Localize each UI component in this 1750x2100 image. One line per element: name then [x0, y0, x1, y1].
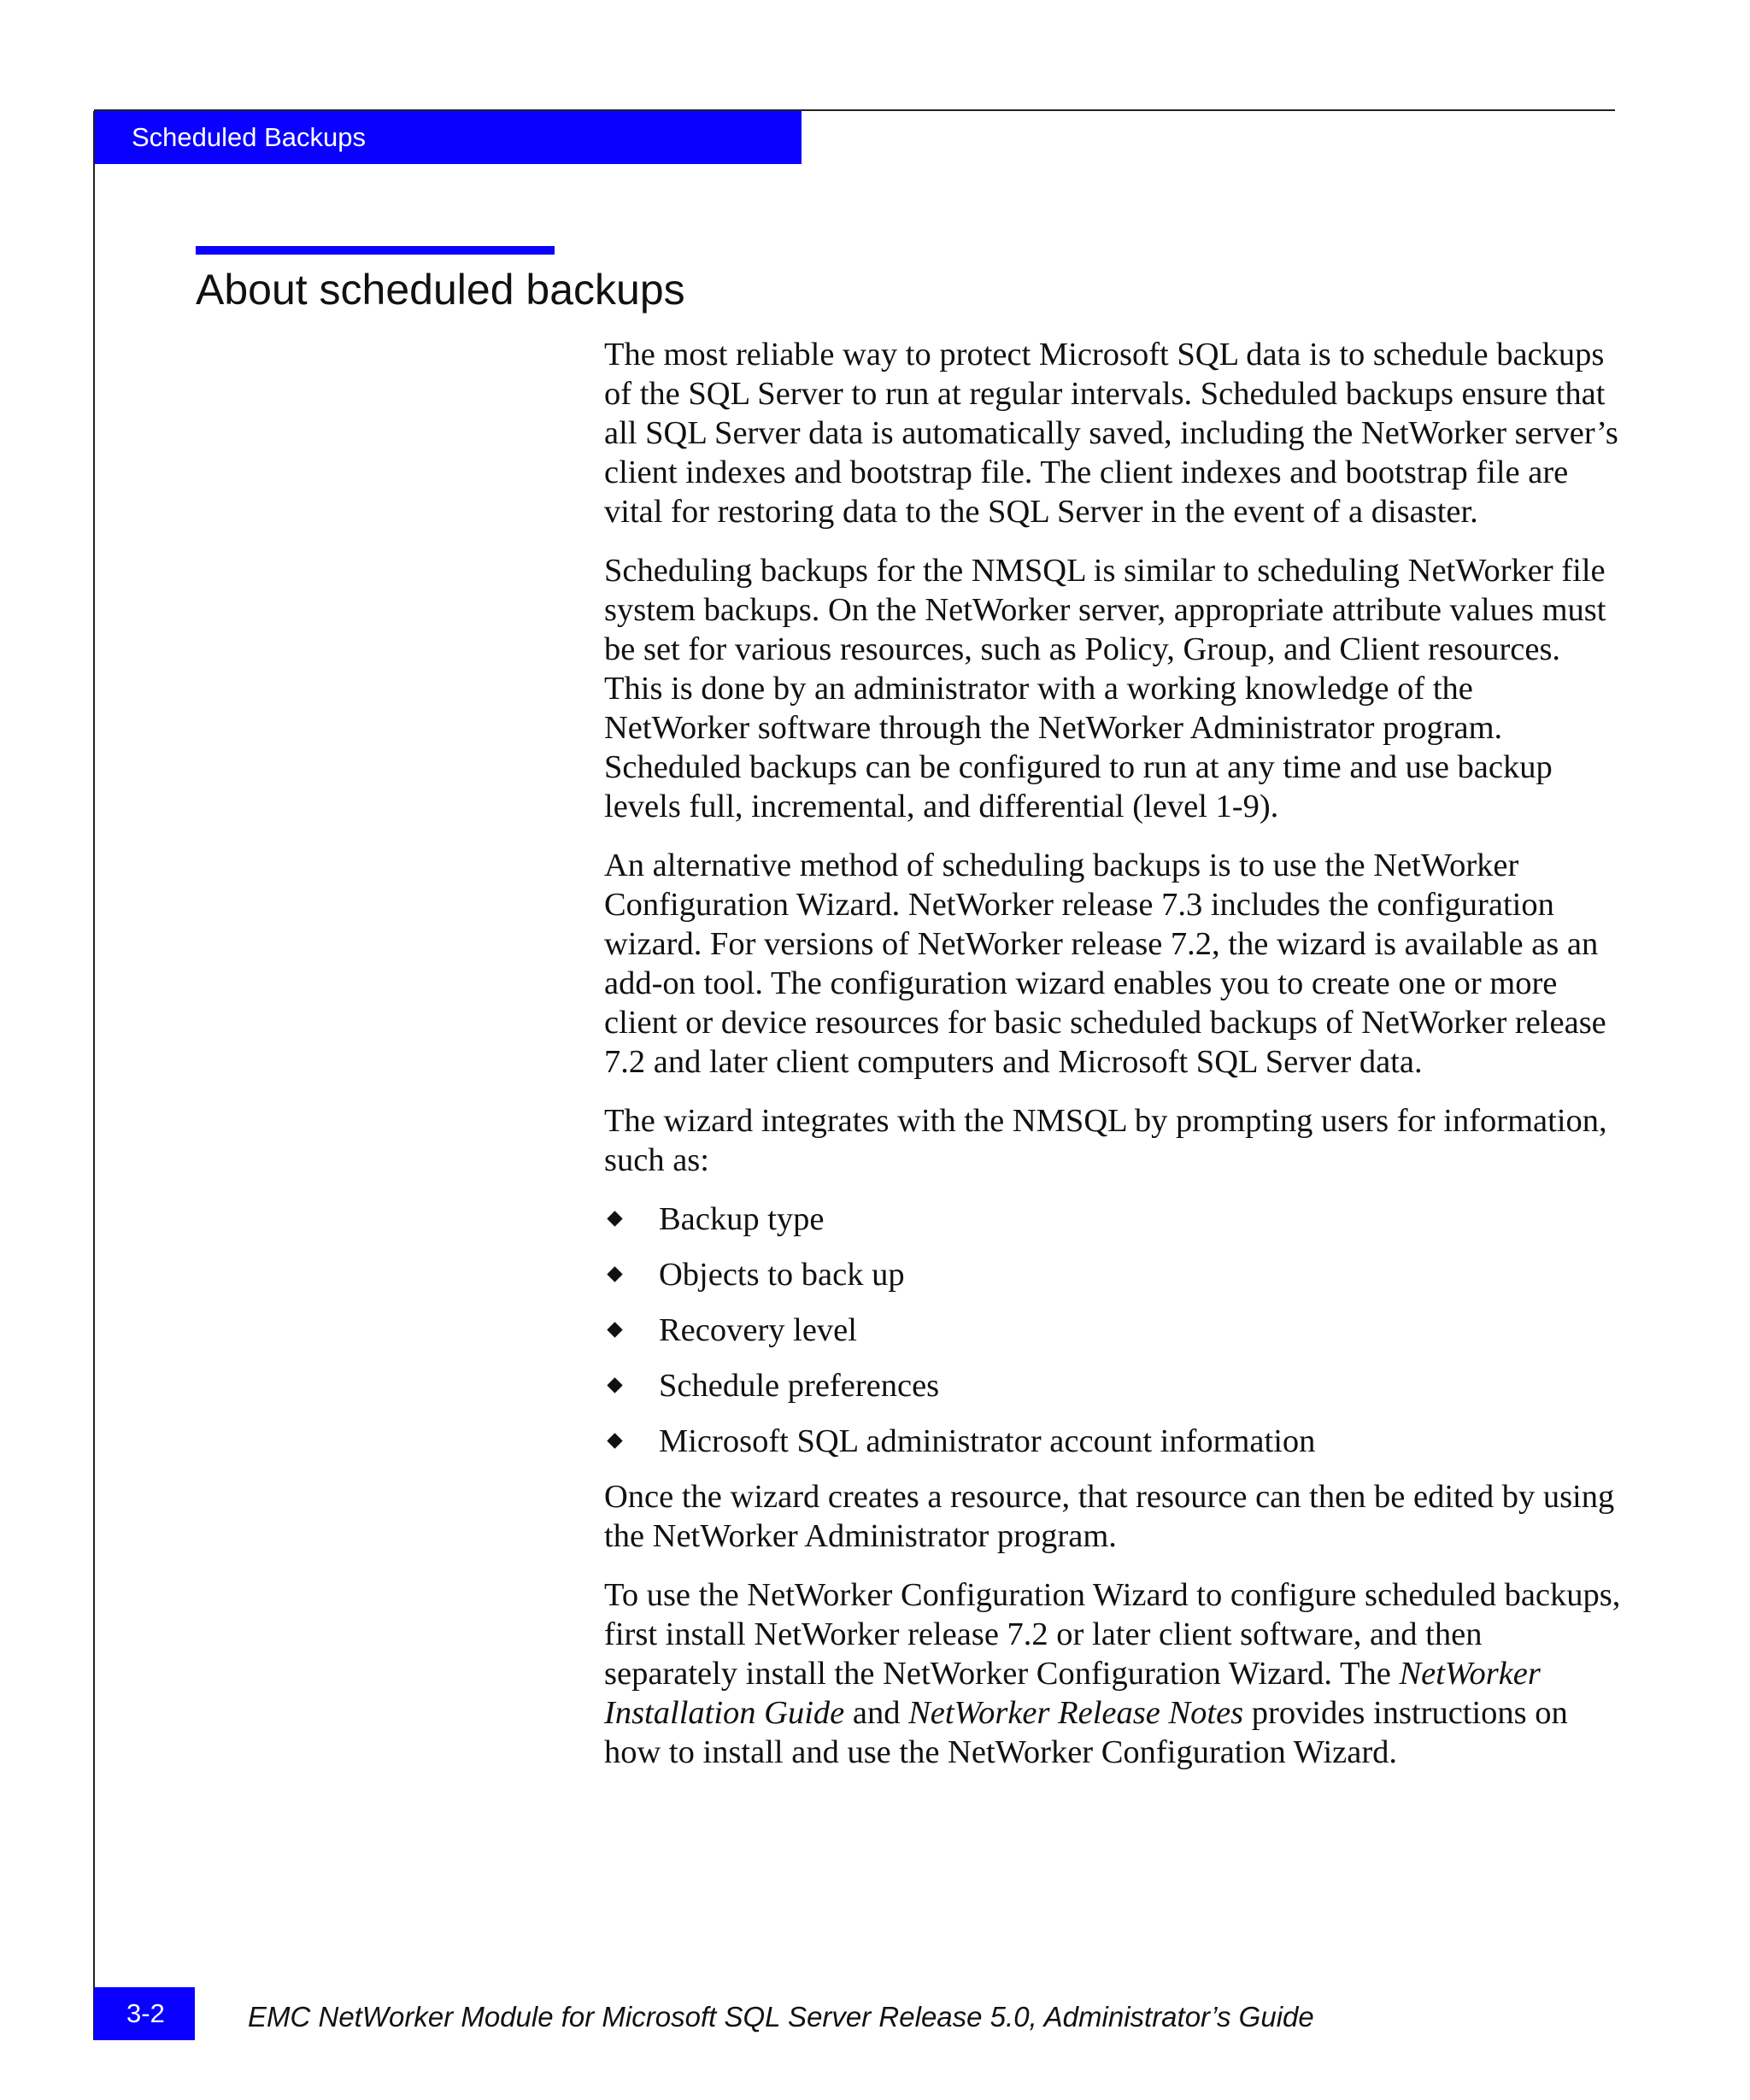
diamond-bullet-icon [607, 1377, 622, 1393]
list-item-text: Schedule preferences [659, 1368, 940, 1404]
wizard-prompt-list [604, 1200, 1621, 1461]
list-item-text: Microsoft SQL administrator account information [659, 1423, 1316, 1459]
list-item [604, 1422, 1621, 1461]
list-item [604, 1366, 1621, 1405]
list-item-text: Recovery level [659, 1312, 857, 1348]
list-item-text: Backup type [659, 1201, 825, 1237]
list-item [604, 1311, 1621, 1350]
list-item-text: Objects to back up [659, 1257, 905, 1293]
diamond-bullet-icon [607, 1211, 622, 1226]
paragraph-wizard-prompts: The wizard integrates with the NMSQL by prompting users for information, such as: [604, 1103, 1607, 1178]
install-text-part2: and [844, 1695, 909, 1731]
page-title: About scheduled backups [196, 266, 685, 314]
list-item [604, 1255, 1621, 1294]
footer-document-title: EMC NetWorker Module for Microsoft SQL Server Release 5.0, Administrator’s Guide [248, 2001, 1314, 2033]
paragraph-wizard-alternative: An alternative method of scheduling backups is to use the NetWorker Configuration Wizard. NetWorker release 7.3 includes the configuration wizard. For versions of NetWorker release 7.2, the wizard is available as an add-on tool. The configuration wizard enables you to create one or more client or device resources for basic scheduled backups of NetWorker release 7.2 and later client computers and Microsoft SQL Server data. [604, 848, 1606, 1080]
diamond-bullet-icon [607, 1266, 622, 1282]
body-text-column [604, 335, 1621, 1792]
install-text-part3: provides instructions on how to install and use the NetWorker Configuration Wizard. [604, 1695, 1568, 1770]
heading-accent-bar [196, 246, 555, 255]
diamond-bullet-icon [607, 1322, 622, 1337]
paragraph-intro: The most reliable way to protect Microsoft SQL data is to schedule backups of the SQL Server to run at regular intervals. Scheduled backups ensure that all SQL Server data is automatically saved, including the NetWorker server’s client indexes and bootstrap file. The client indexes and bootstrap file are vital for restoring data to the SQL Server in the event of a disaster. [604, 337, 1618, 530]
install-text-part1: To use the NetWorker Configuration Wizard to configure scheduled backups, first install NetWorker release 7.2 or later client software, and then separately install the NetWorker Configuration Wizard. The [604, 1577, 1621, 1692]
list-item [604, 1200, 1621, 1239]
diamond-bullet-icon [607, 1433, 622, 1448]
section-header-tab: Scheduled Backups [94, 111, 802, 164]
paragraph-scheduling: Scheduling backups for the NMSQL is similar to scheduling NetWorker file system backups. On the NetWorker server, appropriate attribute values must be set for various resources, such as Policy, Group, and Client resources. This is done by an administrator with a working knowledge of the NetWorker software through the NetWorker Administrator program. Scheduled backups can be configured to run at any time and use backup levels full, incremental, and differential (level 1-9). [604, 553, 1606, 824]
release-notes-title: NetWorker Release Notes [908, 1695, 1244, 1731]
page-number-badge: 3-2 [94, 1987, 195, 2040]
installation-guide-title: NetWorker Installation Guide [604, 1656, 1541, 1731]
left-margin-rule [93, 111, 95, 2040]
paragraph-after-wizard: Once the wizard creates a resource, that resource can then be edited by using the NetWorker Administrator program. [604, 1479, 1615, 1554]
paragraph-install-instructions [604, 1575, 1621, 1772]
